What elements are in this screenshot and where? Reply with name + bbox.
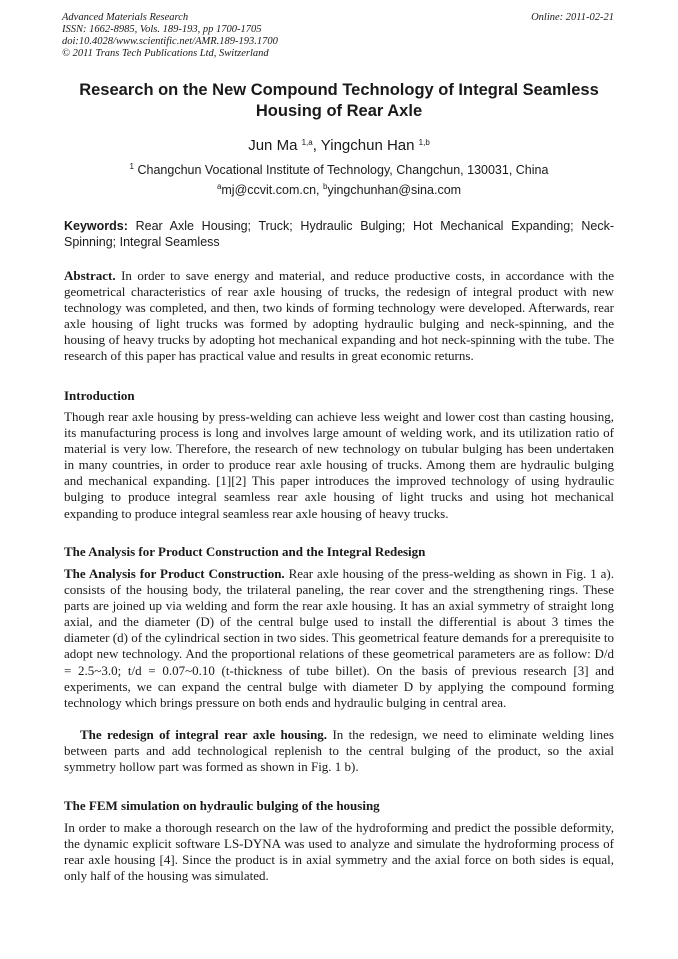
issn-line: ISSN: 1662-8985, Vols. 189-193, pp 1700-1705 <box>62 24 262 35</box>
section-heading-analysis: The Analysis for Product Construction and the Integral Redesign <box>64 544 426 559</box>
author-list <box>60 137 618 154</box>
keywords-label: Keywords: <box>64 219 128 233</box>
email-mark: b <box>323 182 328 191</box>
section-heading-introduction: Introduction <box>64 388 135 403</box>
author-separator: , <box>312 137 321 154</box>
paragraph-run-in-heading: The redesign of integral rear axle housing. <box>80 727 328 742</box>
paragraph-run-in-heading: The Analysis for Product Construction. <box>64 566 285 581</box>
abstract-label: Abstract. <box>64 268 116 283</box>
analysis-paragraph <box>64 566 614 711</box>
affiliation-mark: 1 <box>129 162 134 171</box>
email-link[interactable]: yingchunhan@sina.com <box>327 183 462 197</box>
copyright-line: © 2011 Trans Tech Publications Ltd, Switzerland <box>62 48 269 59</box>
keywords-block <box>64 218 614 250</box>
affiliation-text: Changchun Vocational Institute of Technology, Changchun, 130031, China <box>137 163 549 177</box>
redesign-paragraph <box>64 727 614 775</box>
author-name: Jun Ma <box>248 137 298 154</box>
keywords-text: Rear Axle Housing; Truck; Hydraulic Bulging; Hot Mechanical Expanding; Neck-Spinning; Integral Seamless <box>64 219 614 249</box>
affiliation <box>60 163 618 177</box>
online-date: Online: 2011-02-21 <box>531 12 614 23</box>
paper-title: Research on the New Compound Technology of Integral Seamless Housing of Rear Axle <box>79 81 599 120</box>
journal-header <box>62 12 278 60</box>
email-mark: a <box>216 182 222 191</box>
author-affiliation-mark: 1,a <box>301 138 313 147</box>
doi-line[interactable]: doi:10.4028/www.scientific.net/AMR.189-193.1700 <box>62 36 278 47</box>
paragraph-text: Rear axle housing of the press-welding as shown in Fig. 1 a). consists of the housing body, the trilateral paneling, the rear cover and the strengthening rings. These parts are joined up via welding and form the rear axle housing. It has an axial symmetry of straight long axial, and the diameter (D) of the central bulge used to install the differential is about 3 times the diameter (d) of the cylindrical section in two sides. This geometrical feature demands for a prerequisite to adopt new technology. And the proportional relations of these geometrical parameters are as follow: D/d = 2.5~3.0; t/d = 0.07~0.10 (t-thickness of tube billet). On the basis of previous research [3] and experiments, we can expand the central bulge with diameter D by applying the compound forming technology which brings pressure on both ends and hydraulic bulging in central area. <box>64 566 614 710</box>
author-name: Yingchun Han <box>320 137 415 154</box>
author-emails <box>60 183 618 197</box>
paragraph-text: In the redesign, we need to eliminate welding lines between parts and add technological replenish to the central bulging of the product, so the axial symmetry hollow part was formed as shown in Fig. 1 b). <box>64 727 614 775</box>
author-affiliation-mark: 1,b <box>418 138 430 147</box>
abstract-text: In order to save energy and material, and reduce productive costs, in accordance with the geometrical characteristics of rear axle housing of trucks, the redesign of integral product with new technology was completed, and then, two kinds of forming technology were developed. Afterwards, rear axle housing of light trucks was formed by adopting hydraulic bulging and neck-spinning, and the housing of heavy trucks by adopting hot mechanical expanding and hot neck-spinning with the tube. The research of this paper has practical value and results in great economic returns. <box>64 268 615 364</box>
introduction-paragraph: Though rear axle housing by press-welding can achieve less weight and lower cost than casting housing, its manufacturing process is long and involves large amount of welding work, and its utilization ratio of material is very low. Therefore, the research of new technology on tubular bulging has been undertaken in many countries, in order to produce rear axle housing of trucks. Among them are hydraulic bulging and mechanical expanding. [1][2] This paper introduces the improved technology of using hydraulic bulging to produce integral seamless rear axle housing of light trucks and using hot mechanical expanding to produce integral seamless rear axle housing of heavy trucks. <box>64 409 614 521</box>
journal-name: Advanced Materials Research <box>62 12 189 23</box>
email-separator: , <box>316 183 323 197</box>
fem-paragraph: In order to make a thorough research on the law of the hydroforming and predict the possible deformity, the dynamic explicit software LS-DYNA was used to analyze and simulate the hydroforming process of rear axle housing [4]. Since the product is in axial symmetry and the axial force on both sides is equal, only half of the housing was simulated. <box>64 820 614 884</box>
abstract-block <box>64 268 614 365</box>
email-link[interactable]: mj@ccvit.com.cn <box>221 183 317 197</box>
section-heading-fem: The FEM simulation on hydraulic bulging of the housing <box>64 798 380 813</box>
